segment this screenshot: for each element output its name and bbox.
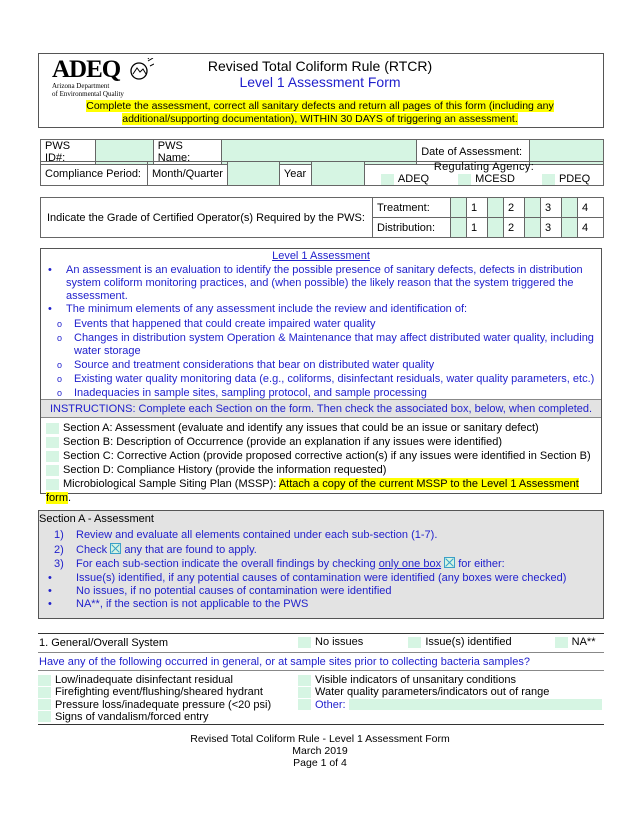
step-3-text-b: for either: xyxy=(458,558,505,570)
month-quarter-label: Month/Quarter xyxy=(148,162,228,186)
distribution-4-label: 4 xyxy=(578,218,604,238)
footer xyxy=(0,733,640,769)
general-right-list xyxy=(298,674,602,711)
section-c-item xyxy=(46,449,600,463)
item-low-residual xyxy=(38,674,298,686)
grade-table xyxy=(40,197,604,238)
section-a-label: Section A: Assessment (evaluate and identify any issues that could be an issue or sanitary defect) xyxy=(63,422,539,434)
firefighting-label: Firefighting event/flushing/sheared hydrant xyxy=(55,686,263,699)
adeq-logo xyxy=(52,58,152,102)
water-quality-checkbox[interactable] xyxy=(298,687,311,698)
na-label: NA** xyxy=(571,636,596,648)
mssp-item xyxy=(46,477,600,505)
treatment-1-checkbox[interactable] xyxy=(451,198,467,218)
unsanitary-checkbox[interactable] xyxy=(298,675,311,686)
checked-box-icon xyxy=(444,557,455,568)
compliance-period-label: Compliance Period: xyxy=(41,162,148,186)
treatment-3-checkbox[interactable] xyxy=(525,198,541,218)
mssp-end: . xyxy=(68,492,72,504)
section-d-label: Section D: Compliance History (provide the information requested) xyxy=(63,464,387,476)
firefighting-checkbox[interactable] xyxy=(38,687,51,698)
year-label: Year xyxy=(279,162,311,186)
general-rule-3 xyxy=(38,670,604,671)
issues-identified-checkbox[interactable] xyxy=(408,637,421,648)
water-quality-label: Water quality parameters/indicators out of range xyxy=(315,686,550,699)
unsanitary-label: Visible indicators of unsanitary conditions xyxy=(315,674,516,686)
agency-adeq-label: ADEQ xyxy=(397,173,430,185)
footer-date: March 2019 xyxy=(292,745,348,757)
option-no-issues: • No issues, if no potential causes of contamination were identified xyxy=(40,585,600,598)
period-table xyxy=(40,161,604,186)
option-na: • NA**, if the section is not applicable to the PWS xyxy=(40,598,600,611)
bullet-definition: • An assessment is an evaluation to identify the possible presence of sanitary defects, defects in distribution system coliform monitoring practices, and (when possible) the likely reason that the system triggered the assessment. xyxy=(40,264,600,303)
sub-item-inadequacies: o Inadequacies in sample sites, sampling protocol, and sample processing xyxy=(40,387,600,400)
general-bottom-rule xyxy=(38,724,604,725)
date-label: Date of Assessment: xyxy=(417,140,530,165)
distribution-2-label: 2 xyxy=(504,218,525,238)
section-b-checkbox[interactable] xyxy=(46,437,59,448)
step-3-underline: only one box xyxy=(378,558,442,570)
na-checkbox[interactable] xyxy=(555,637,568,648)
section-a-steps xyxy=(40,528,600,611)
sub-item-events: o Events that happened that could create impaired water quality xyxy=(40,318,600,331)
logo-text: ADEQ xyxy=(52,56,121,83)
section-b-item xyxy=(46,435,600,449)
treatment-2-checkbox[interactable] xyxy=(488,198,504,218)
logo-sub2: of Environmental Quality xyxy=(52,90,124,98)
bullet-minimum-elements: • The minimum elements of any assessment include the review and identification of: xyxy=(40,303,600,316)
sub-item-changes: o Changes in distribution system Operation & Maintenance that may affect distributed water quality, including water storage xyxy=(40,332,600,358)
section-c-checkbox[interactable] xyxy=(46,451,59,462)
step-1-text: Review and evaluate all elements contained under each sub-section (1-7). xyxy=(76,529,438,541)
form-subtitle: Level 1 Assessment Form xyxy=(239,74,401,90)
distribution-3-checkbox[interactable] xyxy=(525,218,541,238)
treatment-2-label: 2 xyxy=(504,198,525,218)
sub-item-monitoring: o Existing water quality monitoring data (e.g., coliforms, disinfectant residuals, water quality parameters, etc.) xyxy=(40,373,600,386)
section-d-checkbox[interactable] xyxy=(46,465,59,476)
treatment-1-label: 1 xyxy=(467,198,488,218)
pws-id-label: PWS ID#: xyxy=(41,140,96,165)
general-rule-2 xyxy=(38,652,604,653)
general-title: 1. General/Overall System xyxy=(39,637,168,649)
item-other xyxy=(298,699,602,711)
item-water-quality xyxy=(298,686,602,698)
distribution-1-label: 1 xyxy=(467,218,488,238)
step-3: 3) For each sub-section indicate the overall findings by checking only one box for either: xyxy=(54,558,505,570)
agency-pdeq-checkbox[interactable] xyxy=(542,174,555,185)
sub-item-source: o Source and treatment considerations that bear on distributed water quality xyxy=(40,359,600,372)
instructions-bar xyxy=(41,399,601,418)
distribution-4-checkbox[interactable] xyxy=(562,218,578,238)
general-question: Have any of the following occurred in general, or at sample sites prior to collecting bacteria samples? xyxy=(39,656,530,668)
agency-mcesd-checkbox[interactable] xyxy=(458,174,471,185)
no-issues-checkbox[interactable] xyxy=(298,637,311,648)
level1-bullets xyxy=(40,264,600,400)
item-pressure-loss xyxy=(38,699,298,711)
section-d-item xyxy=(46,463,600,477)
distribution-label: Distribution: xyxy=(373,218,451,238)
level1-heading: Level 1 Assessment xyxy=(272,250,370,262)
mssp-label: Microbiological Sample Siting Plan (MSSP): xyxy=(63,478,279,490)
form-title: Revised Total Coliform Rule (RTCR) xyxy=(207,58,433,74)
distribution-1-checkbox[interactable] xyxy=(451,218,467,238)
mssp-note: Attach a copy of the current MSSP to the Level 1 Assessment form xyxy=(46,478,579,504)
checked-box-icon xyxy=(110,543,121,554)
year-field[interactable] xyxy=(311,162,364,186)
item-unsanitary xyxy=(298,674,602,686)
distribution-3-label: 3 xyxy=(541,218,562,238)
low-residual-checkbox[interactable] xyxy=(38,675,51,686)
low-residual-label: Low/inadequate disinfectant residual xyxy=(55,674,233,686)
mssp-checkbox[interactable] xyxy=(46,479,59,490)
no-issues-label: No issues xyxy=(315,636,364,648)
step-2: 2) Check any that are found to apply. xyxy=(54,543,257,556)
agency-adeq-checkbox[interactable] xyxy=(381,174,394,185)
option-issues: • Issue(s) identified, if any potential causes of contamination were identified (any boxes were checked) xyxy=(40,572,600,585)
treatment-4-checkbox[interactable] xyxy=(562,198,578,218)
grade-label: Indicate the Grade of Certified Operator(s) Required by the PWS: xyxy=(41,198,373,238)
step-2-text-b: any that are found to apply. xyxy=(124,543,257,556)
step-2-text-a: Check xyxy=(76,543,108,556)
logo-sub1: Arizona Department xyxy=(52,82,110,90)
issues-identified-label: Issue(s) identified xyxy=(425,636,512,648)
item-firefighting xyxy=(38,686,298,698)
other-field[interactable] xyxy=(349,699,602,710)
other-label: Other: xyxy=(314,698,346,711)
section-b-label: Section B: Description of Occurrence (provide an explanation if any issues were identified) xyxy=(63,436,503,448)
pressure-loss-checkbox[interactable] xyxy=(38,699,51,710)
item-vandalism xyxy=(38,711,298,723)
agency-mcesd-label: MCESD xyxy=(475,173,515,185)
instructions-text: INSTRUCTIONS: Complete each Section on the form. Then check the associated box, below, when completed. xyxy=(49,403,593,415)
vandalism-label: Signs of vandalism/forced entry xyxy=(55,710,209,723)
month-quarter-field[interactable] xyxy=(227,162,279,186)
pws-name-label: PWS Name: xyxy=(153,140,221,165)
regulating-agency-cell xyxy=(364,162,603,186)
treatment-3-label: 3 xyxy=(541,198,562,218)
section-a-heading: Section A - Assessment xyxy=(39,513,154,525)
general-status xyxy=(298,636,604,649)
step-3-text-a: For each sub-section indicate the overall findings by checking xyxy=(76,558,376,570)
treatment-label: Treatment: xyxy=(373,198,451,218)
treatment-4-label: 4 xyxy=(578,198,604,218)
agency-pdeq-label: PDEQ xyxy=(558,173,591,185)
regulating-agency-label: Regulating Agency: xyxy=(433,161,535,173)
section-c-label: Section C: Corrective Action (provide proposed corrective action(s) if any issues were identified in Section B) xyxy=(63,450,591,462)
general-top-rule xyxy=(38,633,604,634)
footer-page: Page 1 of 4 xyxy=(293,757,347,769)
general-left-list xyxy=(38,674,298,723)
notice-text xyxy=(70,100,570,126)
other-checkbox[interactable] xyxy=(298,699,311,710)
notice-highlight: Complete the assessment, correct all sanitary defects and return all pages of this form (including any additional/supporting documentation), WITHIN 30 DAYS of triggering an assessment. xyxy=(86,100,554,125)
section-a-item xyxy=(46,421,600,435)
pressure-loss-label: Pressure loss/inadequate pressure (<20 psi) xyxy=(55,698,272,711)
section-checklist xyxy=(46,421,600,505)
footer-title: Revised Total Coliform Rule - Level 1 Assessment Form xyxy=(190,733,450,745)
vandalism-checkbox[interactable] xyxy=(38,711,51,722)
distribution-2-checkbox[interactable] xyxy=(488,218,504,238)
step-1: 1) Review and evaluate all elements contained under each sub-section (1-7). xyxy=(54,529,438,541)
section-a-checkbox[interactable] xyxy=(46,423,59,434)
